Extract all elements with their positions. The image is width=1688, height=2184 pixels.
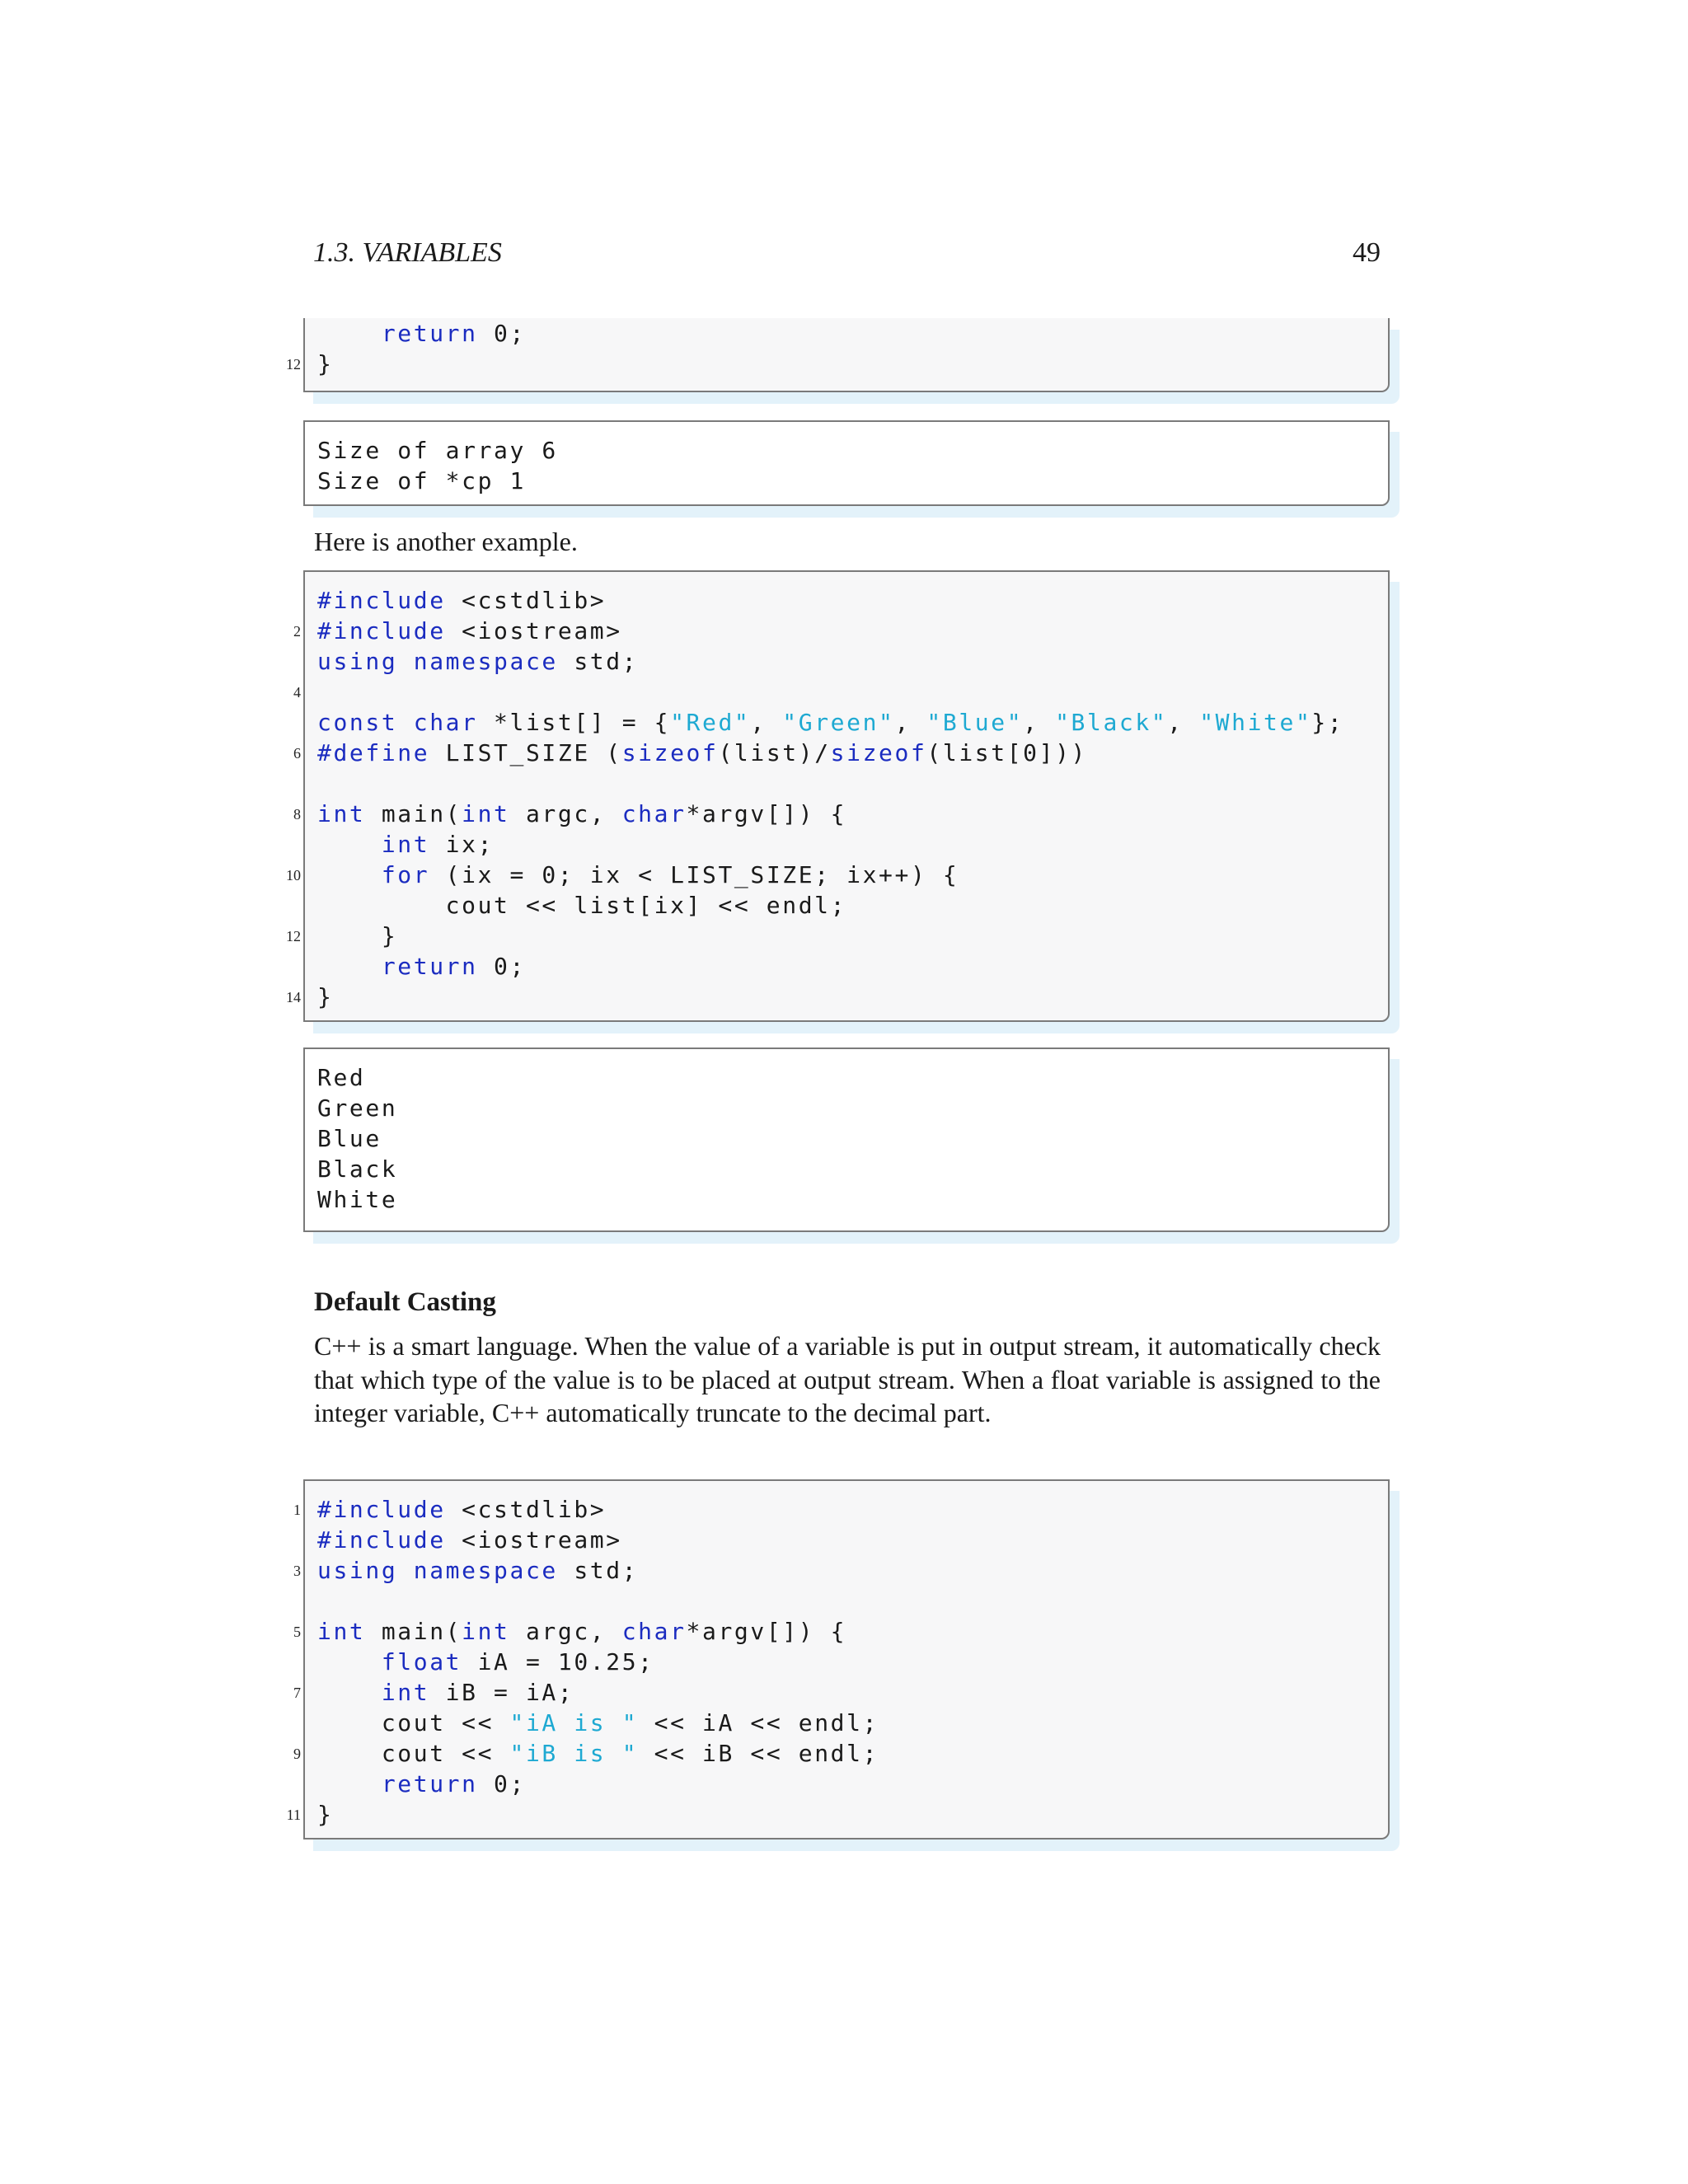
- running-head: [313, 237, 1381, 274]
- code-text: return 0;: [381, 1770, 526, 1797]
- line-number: 9: [293, 1746, 301, 1762]
- code-lines: [286, 318, 526, 379]
- code-line: [317, 1525, 879, 1555]
- code-text: }: [317, 922, 398, 949]
- code-line: [286, 982, 1343, 1012]
- output-line: Size of *cp 1: [317, 467, 526, 494]
- code-listing-casting: [286, 1479, 1390, 1840]
- code-text: #include <iostream>: [317, 1526, 622, 1554]
- code-line: [317, 1586, 879, 1616]
- code-line: [286, 860, 1343, 890]
- code-line: [286, 1799, 879, 1830]
- code-line: [293, 1677, 879, 1708]
- code-line: [317, 707, 1343, 738]
- code-line: [317, 646, 1343, 677]
- line-number: 8: [293, 806, 301, 823]
- output-box-colors: [303, 1047, 1390, 1232]
- code-line: [317, 951, 1343, 982]
- code-listing-colors: [286, 570, 1390, 1022]
- code-line: [293, 1494, 879, 1525]
- code-text: const char *list[] = {"Red", "Green", "Blue", "Black", "White"};: [317, 709, 1344, 736]
- code-text: for (ix = 0; ix < LIST_SIZE; ix++) {: [381, 861, 959, 888]
- code-text: return 0;: [381, 320, 526, 347]
- code-text: cout << "iA is " << iA << endl;: [317, 1709, 879, 1736]
- code-text: using namespace std;: [317, 1557, 639, 1584]
- line-number: 10: [286, 867, 301, 883]
- output-line: Blue: [317, 1125, 382, 1152]
- code-line: [317, 1708, 879, 1738]
- code-lines: [286, 1494, 879, 1830]
- section-heading: Default Casting: [314, 1287, 496, 1317]
- code-text: cout << list[ix] << endl;: [317, 892, 847, 919]
- output-line: White: [317, 1186, 398, 1213]
- code-text: int main(int argc, char*argv[]) {: [317, 800, 847, 827]
- line-number: 1: [293, 1502, 301, 1518]
- code-line: [293, 616, 1343, 646]
- chapter-title: 1.3. VARIABLES: [313, 237, 502, 268]
- code-text: int ix;: [381, 831, 495, 858]
- code-line: [293, 799, 1343, 829]
- line-number: 4: [293, 684, 301, 701]
- line-number: 7: [293, 1685, 301, 1701]
- line-number: 2: [293, 623, 301, 640]
- output-line: Green: [317, 1094, 398, 1122]
- output-line: Black: [317, 1155, 398, 1183]
- code-line: [317, 1647, 879, 1677]
- code-text: cout << "iB is " << iB << endl;: [317, 1740, 879, 1767]
- code-text: int main(int argc, char*argv[]) {: [317, 1618, 847, 1645]
- code-lines: [286, 585, 1344, 1012]
- output-box-array-size: [303, 420, 1390, 506]
- code-line: [317, 890, 1343, 921]
- code-line: [317, 768, 1343, 799]
- code-line: [317, 318, 526, 349]
- line-number: 14: [286, 989, 301, 1005]
- page-number: 49: [1353, 237, 1381, 268]
- body-paragraph: C++ is a smart language. When the value of a variable is put in output stream, it automatically check that which type of the value is to be placed at output stream. When a float variable is assigned to the integer variable, C++ automatically truncate to the decimal part.: [314, 1331, 1381, 1427]
- line-number: 12: [286, 356, 301, 373]
- code-text: #include <cstdlib>: [317, 587, 607, 614]
- output-lines: [317, 1062, 397, 1215]
- code-line: [317, 585, 1343, 616]
- intro-paragraph: Here is another example.: [314, 527, 578, 556]
- code-line: [293, 1555, 879, 1586]
- line-number: 5: [293, 1624, 301, 1640]
- code-text: int iB = iA;: [381, 1679, 574, 1706]
- line-number: 3: [293, 1563, 301, 1579]
- code-text: #include <cstdlib>: [317, 1496, 607, 1523]
- code-line: [293, 738, 1343, 768]
- code-text: #include <iostream>: [317, 617, 622, 644]
- code-text: float iA = 10.25;: [381, 1648, 654, 1675]
- code-text: }: [317, 983, 334, 1010]
- code-text: using namespace std;: [317, 648, 639, 675]
- code-line: [317, 829, 1343, 860]
- output-line: Size of array 6: [317, 437, 558, 464]
- code-line: [293, 677, 1343, 707]
- line-number: 12: [286, 928, 301, 944]
- code-text: }: [317, 350, 334, 377]
- code-line: [286, 349, 526, 379]
- output-line: Red: [317, 1064, 366, 1091]
- output-lines: [317, 435, 558, 496]
- line-number: 6: [293, 745, 301, 762]
- code-line: [293, 1616, 879, 1647]
- code-line: [317, 1769, 879, 1799]
- code-line: [293, 1738, 879, 1769]
- line-number: 11: [286, 1807, 301, 1823]
- code-line: [286, 921, 1343, 951]
- code-listing-continued: [286, 318, 1390, 392]
- code-text: #define LIST_SIZE (sizeof(list)/sizeof(list[0])): [317, 739, 1087, 766]
- code-text: return 0;: [381, 953, 526, 980]
- code-text: }: [317, 1801, 334, 1828]
